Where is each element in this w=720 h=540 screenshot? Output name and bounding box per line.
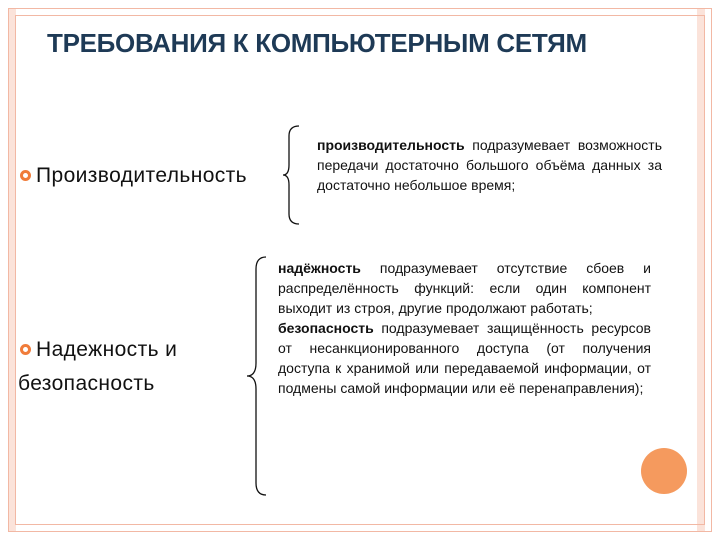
description-performance: [317, 135, 662, 195]
description-reliability: [278, 258, 651, 398]
decorative-circle: [641, 448, 687, 494]
page-title: ТРЕБОВАНИЯ К КОМПЬЮТЕРНЫМ СЕТЯМ: [47, 28, 587, 58]
text-performance: подразумевает возможность передачи достаточно большого объёма данных за достаточно небольшое время;: [317, 137, 662, 193]
text-reliability: подразумевает отсутствие сбоев и распределённость функций: если один компонент выходит из строя, другие продолжают работать;: [278, 260, 651, 316]
term-reliability: надёжность: [278, 260, 361, 276]
bullet-reliability-line1: Надежность и: [36, 338, 178, 361]
bullet-circle-icon: [20, 170, 31, 181]
bullet-circle-icon: [20, 344, 31, 355]
brace-reliability: [245, 255, 269, 497]
text-security: подразумевает защищённость ресурсов от несанкционированного доступа (от получения доступа к хранимой или передаваемой информации, от подмены самой информации или её перенаправления);: [278, 320, 651, 396]
brace-performance: [282, 124, 302, 226]
bullet-performance: Производительность: [36, 164, 248, 187]
bullet-reliability-line2: безопасность: [18, 372, 155, 395]
term-performance: производительность: [317, 137, 465, 153]
term-security: безопасность: [278, 320, 374, 336]
